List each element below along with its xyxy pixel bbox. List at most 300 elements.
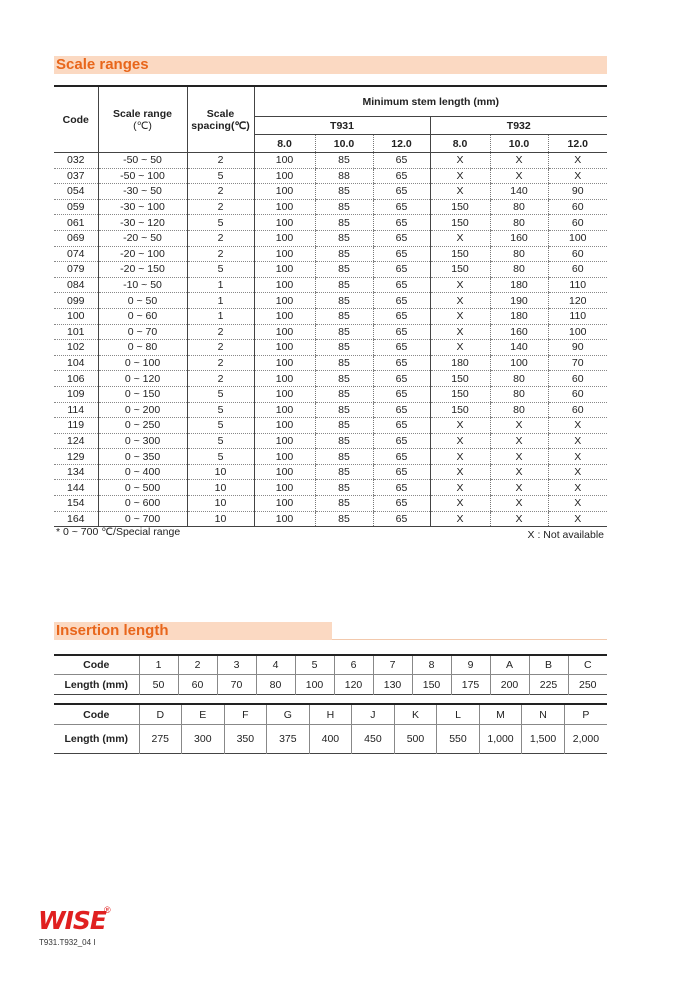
- table-cell: X: [548, 511, 607, 527]
- insertion-length-table-1: [54, 654, 607, 695]
- table-cell: 100: [254, 184, 315, 200]
- header-code: Code: [54, 86, 98, 153]
- table-row: [54, 277, 607, 293]
- table-cell: 0 ~ 80: [98, 340, 187, 356]
- table-cell: X: [430, 324, 490, 340]
- table-cell: 85: [315, 402, 373, 418]
- table-cell: 119: [54, 418, 98, 434]
- section-title-scale-ranges: Scale ranges: [56, 56, 149, 73]
- header-min-stem-length: Minimum stem length (mm): [254, 86, 607, 117]
- table-cell: X: [548, 480, 607, 496]
- table-cell: -30 ~ 120: [98, 215, 187, 231]
- table-cell: 2: [187, 355, 254, 371]
- insertion-code-row: [54, 655, 607, 675]
- table-cell: X: [548, 449, 607, 465]
- table-cell: 5: [187, 433, 254, 449]
- header-size: 12.0: [373, 135, 430, 153]
- table-cell: 65: [373, 230, 430, 246]
- table-row: [54, 153, 607, 169]
- table-cell: 65: [373, 433, 430, 449]
- table-row: [54, 386, 607, 402]
- table-cell: 100: [254, 464, 315, 480]
- table-row: [54, 215, 607, 231]
- table-cell: 150: [430, 246, 490, 262]
- table-cell: 2: [187, 199, 254, 215]
- header-scale-spacing-unit: spacing(℃): [191, 119, 250, 132]
- insertion-code: 6: [334, 655, 373, 675]
- table-cell: 160: [490, 324, 548, 340]
- table-cell: 2: [187, 371, 254, 387]
- insertion-code: J: [352, 704, 395, 725]
- insertion-length: 120: [334, 675, 373, 695]
- table-cell: 100: [254, 480, 315, 496]
- table-cell: 100: [254, 402, 315, 418]
- table-row: [54, 230, 607, 246]
- table-cell: 80: [490, 215, 548, 231]
- table-cell: 100: [254, 293, 315, 309]
- table-cell: X: [430, 293, 490, 309]
- table-cell: 190: [490, 293, 548, 309]
- table-cell: 65: [373, 418, 430, 434]
- table-cell: 60: [548, 215, 607, 231]
- table-cell: 80: [490, 262, 548, 278]
- insertion-code: 1: [139, 655, 178, 675]
- table-cell: 100: [254, 340, 315, 356]
- insertion-code: F: [224, 704, 267, 725]
- table-cell: 0 ~ 250: [98, 418, 187, 434]
- insertion-length: 350: [224, 725, 267, 754]
- table-cell: 85: [315, 340, 373, 356]
- table-cell: 90: [548, 184, 607, 200]
- table-cell: 0 ~ 200: [98, 402, 187, 418]
- table-cell: 88: [315, 168, 373, 184]
- table-cell: X: [548, 496, 607, 512]
- table-cell: 150: [430, 262, 490, 278]
- table-cell: 0 ~ 300: [98, 433, 187, 449]
- table-cell: 106: [54, 371, 98, 387]
- table-cell: 65: [373, 449, 430, 465]
- table-row: [54, 402, 607, 418]
- table-cell: 65: [373, 168, 430, 184]
- insertion-code: G: [267, 704, 310, 725]
- insertion-length: 500: [394, 725, 437, 754]
- table-cell: 180: [490, 308, 548, 324]
- table-cell: 079: [54, 262, 98, 278]
- insertion-length: 225: [529, 675, 568, 695]
- table-row: [54, 418, 607, 434]
- table-cell: 80: [490, 246, 548, 262]
- table-cell: 1: [187, 293, 254, 309]
- table-row: [54, 355, 607, 371]
- table-cell: 65: [373, 262, 430, 278]
- table-cell: 100: [548, 230, 607, 246]
- table-cell: 1: [187, 308, 254, 324]
- length-label: Length (mm): [64, 733, 129, 745]
- insertion-code-row: [54, 704, 607, 725]
- registered-mark: ®: [104, 905, 111, 915]
- table-cell: 144: [54, 480, 98, 496]
- table-cell: 85: [315, 386, 373, 402]
- insertion-code: M: [479, 704, 522, 725]
- insertion-code: H: [309, 704, 352, 725]
- table-cell: 65: [373, 324, 430, 340]
- table-cell: 85: [315, 355, 373, 371]
- table-row: [54, 293, 607, 309]
- table-cell: 65: [373, 340, 430, 356]
- table-cell: 5: [187, 168, 254, 184]
- table-cell: 5: [187, 215, 254, 231]
- table-cell: 0 ~ 60: [98, 308, 187, 324]
- insertion-length: 400: [309, 725, 352, 754]
- table-cell: X: [548, 168, 607, 184]
- table-cell: 2: [187, 340, 254, 356]
- table-cell: 85: [315, 449, 373, 465]
- table-cell: 85: [315, 184, 373, 200]
- table-cell: 85: [315, 418, 373, 434]
- table-cell: 134: [54, 464, 98, 480]
- table-cell: X: [430, 511, 490, 527]
- table-cell: 0 ~ 350: [98, 449, 187, 465]
- header-size: 10.0: [490, 135, 548, 153]
- table-cell: 100: [254, 199, 315, 215]
- table-cell: 65: [373, 199, 430, 215]
- insertion-length: 275: [139, 725, 182, 754]
- table-cell: 65: [373, 277, 430, 293]
- table-cell: 0 ~ 150: [98, 386, 187, 402]
- table-cell: 100: [54, 308, 98, 324]
- insertion-code: 9: [451, 655, 490, 675]
- scale-ranges-table: [54, 85, 607, 527]
- table-cell: 65: [373, 371, 430, 387]
- table-cell: 059: [54, 199, 98, 215]
- table-cell: X: [430, 418, 490, 434]
- table-cell: 2: [187, 324, 254, 340]
- table-cell: X: [490, 418, 548, 434]
- table-cell: 90: [548, 340, 607, 356]
- header-scale-range-unit: (℃): [133, 119, 152, 132]
- table-row: [54, 496, 607, 512]
- table-cell: 0 ~ 400: [98, 464, 187, 480]
- table-cell: 114: [54, 402, 98, 418]
- table-cell: 65: [373, 308, 430, 324]
- table-cell: 2: [187, 230, 254, 246]
- table-cell: 0 ~ 600: [98, 496, 187, 512]
- table-cell: 85: [315, 433, 373, 449]
- table-cell: 104: [54, 355, 98, 371]
- header-size: 10.0: [315, 135, 373, 153]
- table-cell: 85: [315, 371, 373, 387]
- table-cell: 60: [548, 199, 607, 215]
- table-cell: 100: [254, 355, 315, 371]
- insertion-length: 250: [568, 675, 607, 695]
- table-cell: 100: [254, 511, 315, 527]
- table-cell: 054: [54, 184, 98, 200]
- table-cell: 150: [430, 402, 490, 418]
- table-cell: 100: [254, 386, 315, 402]
- table-cell: 074: [54, 246, 98, 262]
- table-cell: 0 ~ 700: [98, 511, 187, 527]
- table-cell: X: [430, 308, 490, 324]
- table-cell: 85: [315, 324, 373, 340]
- table-row: [54, 262, 607, 278]
- table-cell: 85: [315, 215, 373, 231]
- table-cell: 150: [430, 199, 490, 215]
- table-cell: 2: [187, 184, 254, 200]
- table-cell: 60: [548, 246, 607, 262]
- table-cell: X: [430, 230, 490, 246]
- table-cell: 65: [373, 511, 430, 527]
- insertion-length: 60: [178, 675, 217, 695]
- table-cell: 154: [54, 496, 98, 512]
- table-cell: -20 ~ 100: [98, 246, 187, 262]
- insertion-code: 3: [217, 655, 256, 675]
- table-cell: 150: [430, 371, 490, 387]
- table-cell: 110: [548, 277, 607, 293]
- table-cell: 101: [54, 324, 98, 340]
- insertion-length: 175: [451, 675, 490, 695]
- table-cell: -10 ~ 50: [98, 277, 187, 293]
- table-cell: 85: [315, 153, 373, 169]
- not-available-note: X : Not available: [527, 529, 604, 541]
- insertion-length: 80: [256, 675, 295, 695]
- table-cell: -30 ~ 50: [98, 184, 187, 200]
- table-cell: 85: [315, 293, 373, 309]
- table-cell: 110: [548, 308, 607, 324]
- insertion-code: B: [529, 655, 568, 675]
- header-t932: T932: [430, 117, 607, 135]
- table-cell: 100: [254, 262, 315, 278]
- table-cell: 120: [548, 293, 607, 309]
- table-cell: 084: [54, 277, 98, 293]
- table-cell: 164: [54, 511, 98, 527]
- insertion-length: 1,000: [479, 725, 522, 754]
- table-cell: 65: [373, 246, 430, 262]
- table-cell: 150: [430, 386, 490, 402]
- table-cell: 2: [187, 246, 254, 262]
- section-title-insertion-length: Insertion length: [56, 622, 169, 639]
- table-row: [54, 480, 607, 496]
- table-cell: X: [430, 184, 490, 200]
- insertion-length: 200: [490, 675, 529, 695]
- insertion-length: 375: [267, 725, 310, 754]
- table-cell: 037: [54, 168, 98, 184]
- table-cell: 129: [54, 449, 98, 465]
- header-scale-spacing: [187, 86, 254, 153]
- table-cell: X: [548, 418, 607, 434]
- insertion-length-row: [54, 675, 607, 695]
- table-cell: 100: [254, 153, 315, 169]
- table-cell: X: [548, 153, 607, 169]
- table-cell: 85: [315, 199, 373, 215]
- table-cell: 100: [254, 418, 315, 434]
- table-cell: 0 ~ 100: [98, 355, 187, 371]
- table-cell: 100: [254, 246, 315, 262]
- insertion-length: 1,500: [522, 725, 565, 754]
- section-header-line: [332, 639, 607, 640]
- insertion-length-row: [54, 725, 607, 754]
- special-range-note: * 0 ~ 700 ℃/Special range: [56, 526, 181, 538]
- table-cell: -50 ~ 50: [98, 153, 187, 169]
- table-row: [54, 199, 607, 215]
- table-cell: 60: [548, 402, 607, 418]
- insertion-code: P: [564, 704, 607, 725]
- table-cell: 65: [373, 153, 430, 169]
- table-cell: 100: [254, 215, 315, 231]
- insertion-code: 8: [412, 655, 451, 675]
- table-cell: -20 ~ 50: [98, 230, 187, 246]
- insertion-length: 150: [412, 675, 451, 695]
- table-cell: 65: [373, 402, 430, 418]
- table-cell: 5: [187, 418, 254, 434]
- table-row: [54, 464, 607, 480]
- table-cell: 124: [54, 433, 98, 449]
- table-cell: 100: [254, 324, 315, 340]
- table-cell: 65: [373, 215, 430, 231]
- table-cell: X: [430, 277, 490, 293]
- table-cell: X: [430, 464, 490, 480]
- table-cell: X: [490, 480, 548, 496]
- table-cell: 65: [373, 293, 430, 309]
- table-cell: X: [430, 153, 490, 169]
- scale-table-body: [54, 153, 607, 527]
- table-cell: 100: [490, 355, 548, 371]
- table-cell: 0 ~ 50: [98, 293, 187, 309]
- header-scale-spacing-label: Scale: [206, 107, 235, 120]
- header-scale-range: [98, 86, 187, 153]
- table-cell: 10: [187, 496, 254, 512]
- table-row: [54, 449, 607, 465]
- insertion-code: 2: [178, 655, 217, 675]
- table-cell: 85: [315, 480, 373, 496]
- table-cell: 85: [315, 511, 373, 527]
- insertion-code: K: [394, 704, 437, 725]
- header-size: 8.0: [430, 135, 490, 153]
- code-label: Code: [54, 655, 139, 675]
- table-cell: 85: [315, 230, 373, 246]
- table-cell: -30 ~ 100: [98, 199, 187, 215]
- table-cell: 65: [373, 184, 430, 200]
- header-scale-range-label: Scale range: [113, 107, 172, 120]
- header-size: 8.0: [254, 135, 315, 153]
- header-size: 12.0: [548, 135, 607, 153]
- table-cell: 100: [254, 308, 315, 324]
- table-cell: X: [490, 433, 548, 449]
- table-cell: 65: [373, 386, 430, 402]
- table-row: [54, 168, 607, 184]
- table-cell: 65: [373, 464, 430, 480]
- table-cell: 150: [430, 215, 490, 231]
- table-cell: 60: [548, 371, 607, 387]
- table-cell: 10: [187, 480, 254, 496]
- table-cell: 80: [490, 199, 548, 215]
- table-cell: X: [430, 340, 490, 356]
- table-cell: 100: [254, 277, 315, 293]
- table-cell: X: [490, 153, 548, 169]
- insertion-length: 2,000: [564, 725, 607, 754]
- table-row: [54, 511, 607, 527]
- table-cell: 2: [187, 153, 254, 169]
- table-cell: 80: [490, 371, 548, 387]
- table-cell: X: [430, 449, 490, 465]
- table-cell: 85: [315, 262, 373, 278]
- table-cell: 65: [373, 480, 430, 496]
- table-cell: 5: [187, 262, 254, 278]
- insertion-code: 7: [373, 655, 412, 675]
- insertion-length: 300: [182, 725, 225, 754]
- table-cell: 85: [315, 464, 373, 480]
- table-cell: 100: [254, 449, 315, 465]
- table-cell: 140: [490, 184, 548, 200]
- table-cell: 061: [54, 215, 98, 231]
- table-cell: 100: [254, 371, 315, 387]
- insertion-length: 450: [352, 725, 395, 754]
- table-cell: 10: [187, 511, 254, 527]
- table-cell: 80: [490, 386, 548, 402]
- page-reference: T931.T932_04 I: [39, 938, 96, 947]
- table-cell: X: [490, 496, 548, 512]
- table-row: [54, 246, 607, 262]
- table-cell: X: [490, 511, 548, 527]
- table-cell: 60: [548, 386, 607, 402]
- insertion-length: 70: [217, 675, 256, 695]
- table-cell: 85: [315, 277, 373, 293]
- table-row: [54, 308, 607, 324]
- header-t931: T931: [254, 117, 430, 135]
- table-cell: 100: [254, 496, 315, 512]
- table-cell: 099: [54, 293, 98, 309]
- table-cell: 102: [54, 340, 98, 356]
- table-cell: 100: [254, 230, 315, 246]
- wise-logo: WISE: [38, 906, 106, 935]
- table-cell: 60: [548, 262, 607, 278]
- table-cell: X: [430, 433, 490, 449]
- insertion-length: 100: [295, 675, 334, 695]
- table-row: [54, 340, 607, 356]
- table-cell: 069: [54, 230, 98, 246]
- insertion-code: C: [568, 655, 607, 675]
- table-cell: 032: [54, 153, 98, 169]
- table-cell: 5: [187, 386, 254, 402]
- insertion-code: L: [437, 704, 480, 725]
- table-cell: 5: [187, 449, 254, 465]
- insertion-length-table-2: [54, 703, 607, 754]
- table-cell: -20 ~ 150: [98, 262, 187, 278]
- table-cell: 5: [187, 402, 254, 418]
- table-cell: 140: [490, 340, 548, 356]
- table-cell: 180: [430, 355, 490, 371]
- table-cell: 85: [315, 496, 373, 512]
- table-cell: 65: [373, 496, 430, 512]
- table-cell: 10: [187, 464, 254, 480]
- table-cell: X: [490, 449, 548, 465]
- table-cell: 0 ~ 120: [98, 371, 187, 387]
- insertion-length: 50: [139, 675, 178, 695]
- insertion-code: D: [139, 704, 182, 725]
- insertion-length: 130: [373, 675, 412, 695]
- table-cell: X: [548, 464, 607, 480]
- table-cell: 0 ~ 500: [98, 480, 187, 496]
- table-row: [54, 371, 607, 387]
- insertion-length: 550: [437, 725, 480, 754]
- table-cell: X: [490, 168, 548, 184]
- table-cell: 85: [315, 308, 373, 324]
- table-row: [54, 184, 607, 200]
- table-cell: 180: [490, 277, 548, 293]
- table-cell: 0 ~ 70: [98, 324, 187, 340]
- table-cell: 65: [373, 355, 430, 371]
- table-row: [54, 324, 607, 340]
- table-cell: X: [430, 480, 490, 496]
